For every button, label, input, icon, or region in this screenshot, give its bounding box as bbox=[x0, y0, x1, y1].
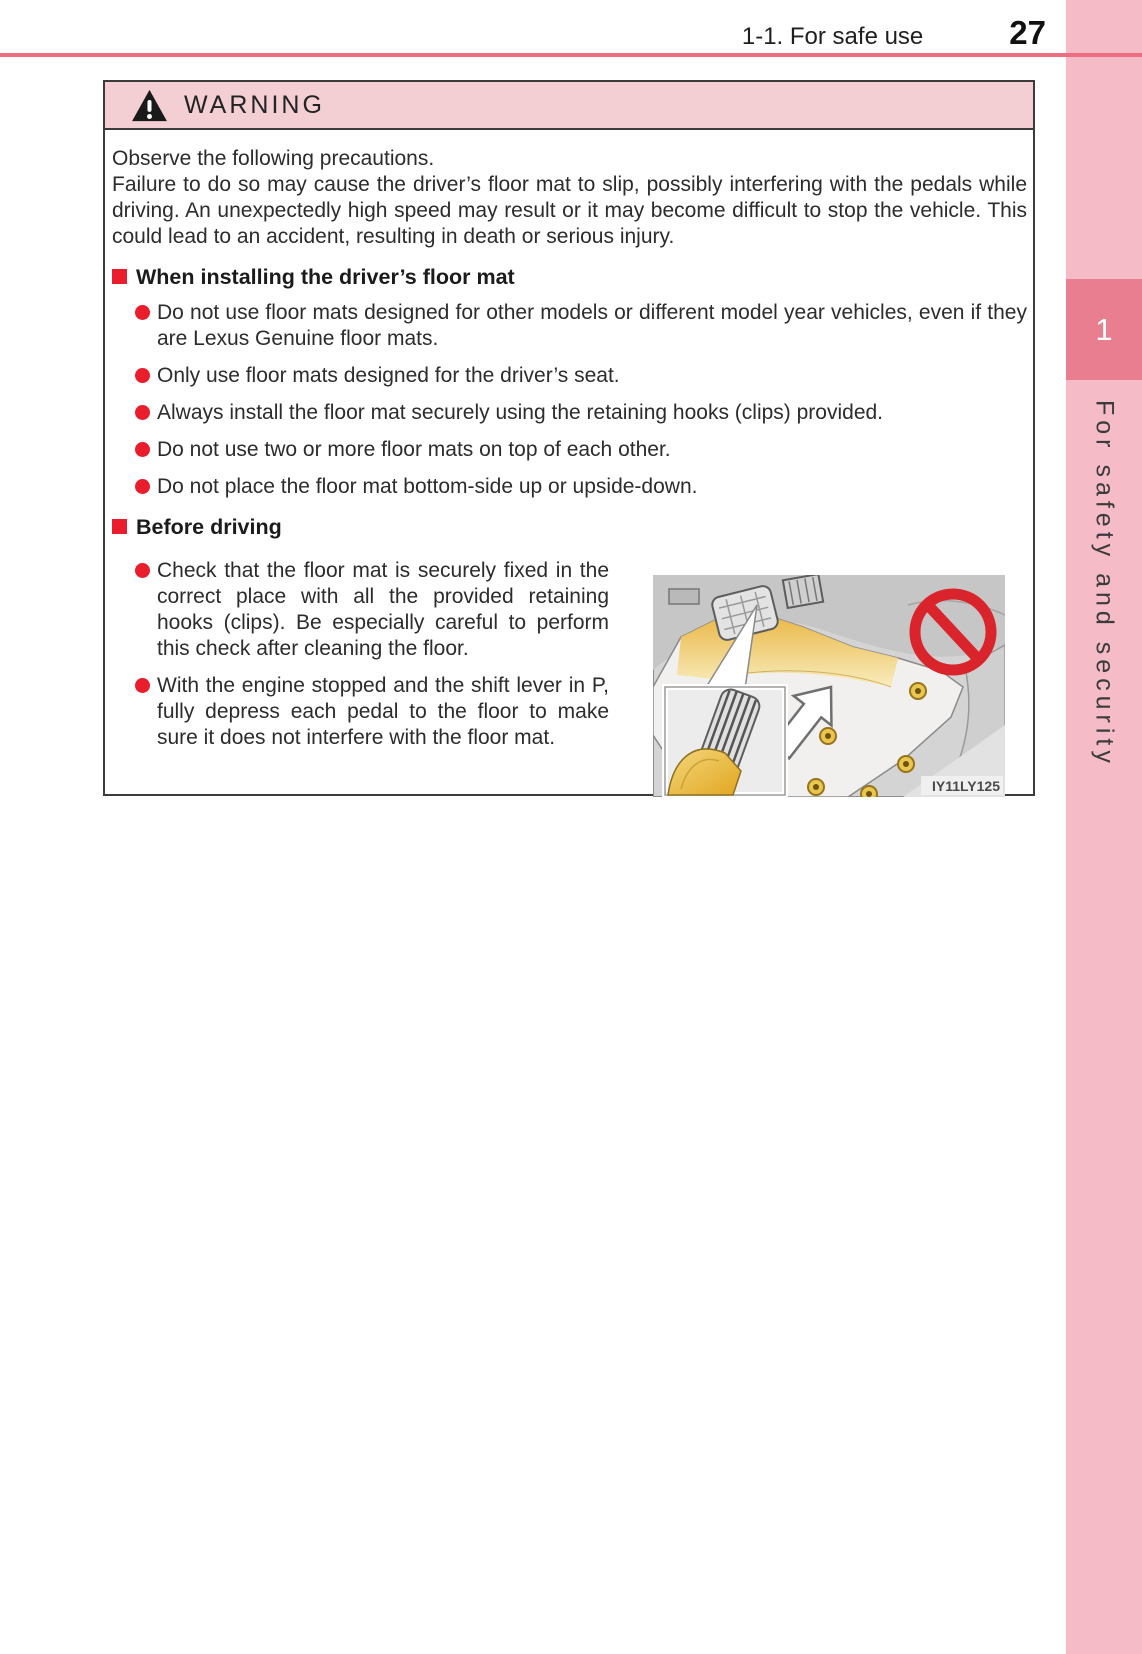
warning-title: WARNING bbox=[184, 90, 325, 119]
bullet-text: Do not use two or more floor mats on top of each other. bbox=[157, 438, 671, 461]
section-heading-installing bbox=[112, 265, 1027, 289]
section-heading-text: Before driving bbox=[136, 515, 282, 539]
section-heading-before-driving bbox=[112, 515, 1027, 539]
page-header bbox=[742, 14, 1046, 52]
floor-mat-illustration bbox=[653, 575, 1005, 797]
warning-header bbox=[105, 82, 1033, 130]
figure-caption: IY11LY125 bbox=[932, 778, 1000, 794]
bullet-text: Do not use floor mats designed for other models or different model year vehicles, even if they are Lexus Genuine floor mats. bbox=[157, 301, 1027, 350]
section-heading-text: When installing the driver’s floor mat bbox=[136, 265, 515, 289]
header-section-title: 1-1. For safe use bbox=[741, 23, 924, 50]
page-number: 27 bbox=[1009, 14, 1046, 51]
list-item bbox=[135, 437, 1027, 463]
two-column-area bbox=[112, 547, 1027, 797]
chapter-sidebar bbox=[1066, 0, 1142, 1654]
list-item bbox=[135, 558, 609, 662]
bullet-text: Do not place the floor mat bottom-side up or upside-down. bbox=[157, 475, 698, 498]
bullet-text: Check that the floor mat is securely fixed in the correct place with all the provided retaining hooks (clips). Be especially careful to perform this check after cleaning the floor. bbox=[157, 559, 609, 660]
list-item bbox=[135, 300, 1027, 352]
warning-triangle-icon bbox=[131, 89, 168, 122]
bullet-icon bbox=[135, 678, 150, 693]
bullet-icon bbox=[135, 442, 150, 457]
footwell-drawing bbox=[653, 575, 1005, 797]
bullet-icon bbox=[135, 405, 150, 420]
section-marker-icon bbox=[112, 269, 127, 284]
list-item bbox=[135, 673, 609, 751]
section-marker-icon bbox=[112, 519, 127, 534]
bullet-icon bbox=[135, 563, 150, 578]
bullet-text: With the engine stopped and the shift lever in P, fully depress each pedal to the floor to make sure it does not interfere with the floor mat. bbox=[157, 674, 609, 749]
list-item bbox=[135, 474, 1027, 500]
list-item bbox=[135, 400, 1027, 426]
bullet-icon bbox=[135, 305, 150, 320]
bullet-icon bbox=[135, 479, 150, 494]
warning-body bbox=[105, 130, 1033, 797]
intro-paragraph: Failure to do so may cause the driver’s floor mat to slip, possibly interfering with the pedals while driving. An unexpectedly high speed may result or it may become difficult to stop the vehicle. This could lead to an accident, resulting in death or serious injury. bbox=[112, 173, 1027, 248]
chapter-number-tab: 1 bbox=[1066, 279, 1142, 380]
warning-box bbox=[103, 80, 1035, 796]
bullet-text: Only use floor mats designed for the driver’s seat. bbox=[157, 364, 620, 387]
before-driving-bullets bbox=[112, 547, 609, 797]
bullet-icon bbox=[135, 368, 150, 383]
intro-line: Observe the following precautions. bbox=[112, 147, 435, 170]
bullet-text: Always install the floor mat securely using the retaining hooks (clips) provided. bbox=[157, 401, 884, 424]
chapter-label-vertical: For safety and security bbox=[1090, 400, 1119, 768]
header-rule bbox=[0, 53, 1142, 57]
list-item bbox=[135, 363, 1027, 389]
brake-pedal bbox=[783, 575, 823, 608]
